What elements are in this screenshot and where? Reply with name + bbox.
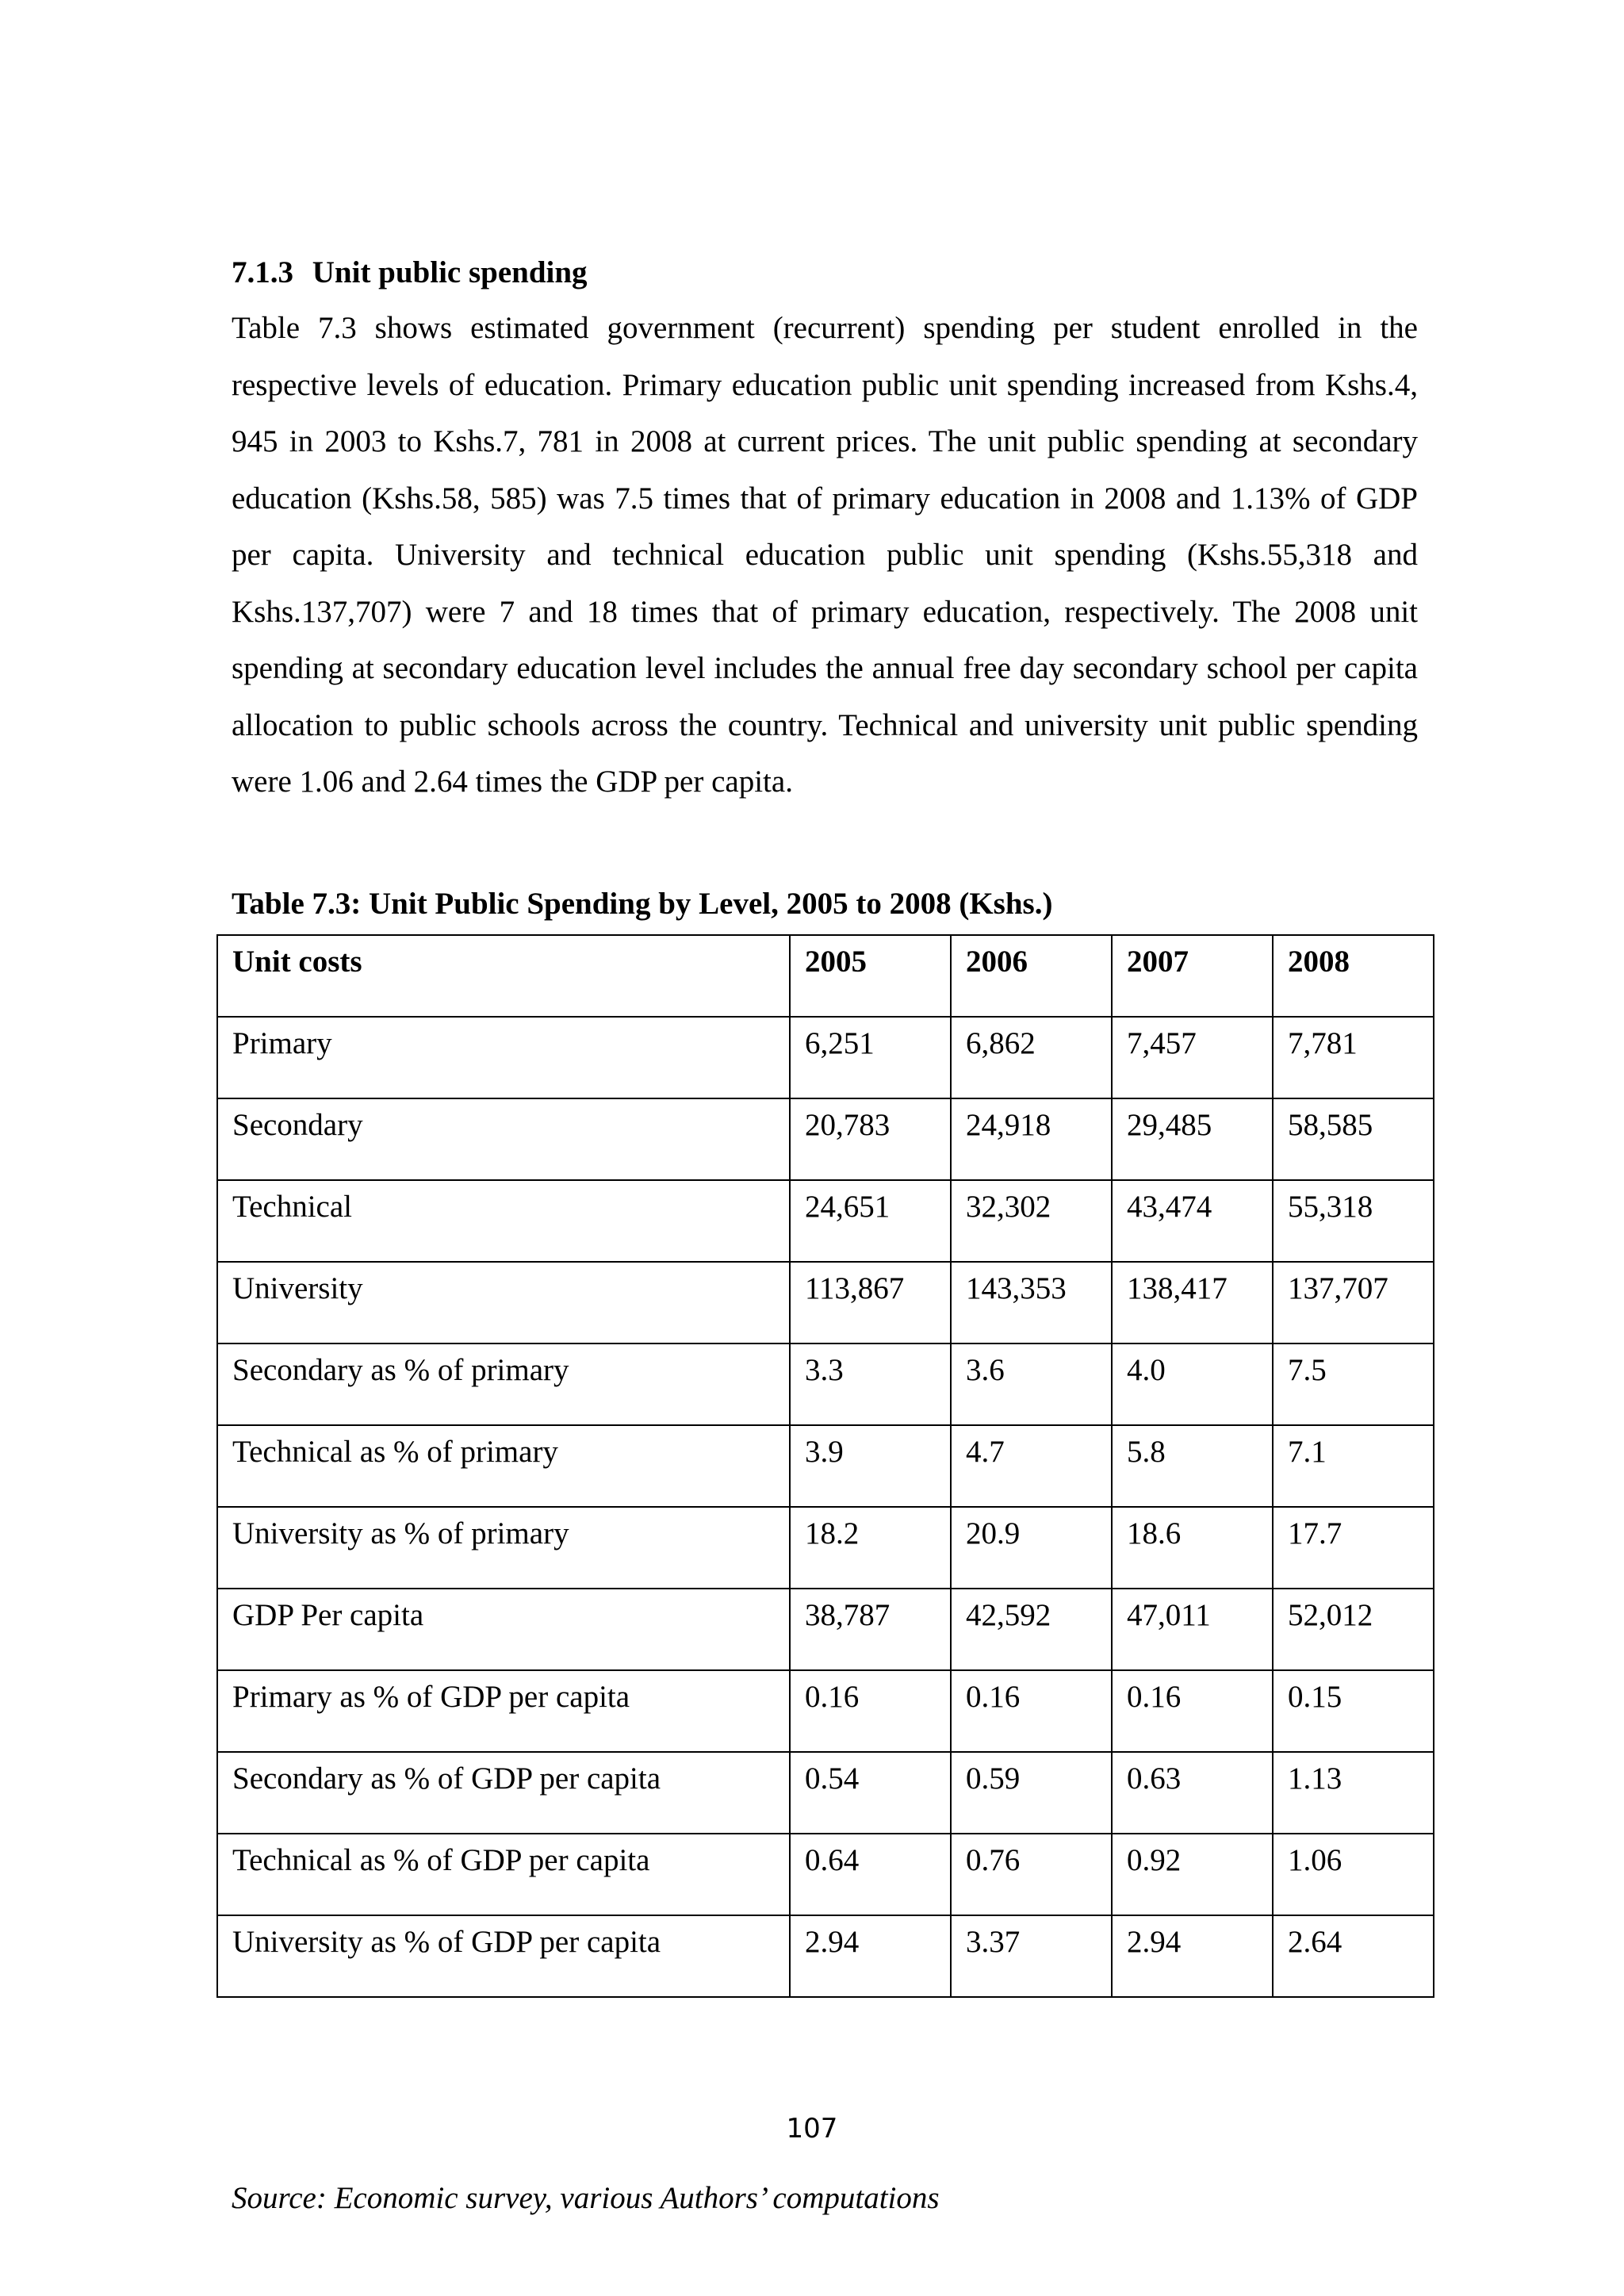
table-row bbox=[217, 1425, 1434, 1507]
cell-value: 58,585 bbox=[1273, 1098, 1434, 1180]
cell-value: 42,592 bbox=[951, 1589, 1112, 1670]
cell-value: 0.16 bbox=[951, 1670, 1112, 1752]
cell-value: 3.9 bbox=[790, 1425, 951, 1507]
cell-value: 1.13 bbox=[1273, 1752, 1434, 1834]
row-label: Primary bbox=[217, 1017, 790, 1098]
cell-value: 3.6 bbox=[951, 1343, 1112, 1425]
row-label: Technical bbox=[217, 1180, 790, 1262]
cell-value: 18.6 bbox=[1112, 1507, 1273, 1589]
header-2007: 2007 bbox=[1112, 935, 1273, 1017]
cell-value: 7.1 bbox=[1273, 1425, 1434, 1507]
cell-value: 0.15 bbox=[1273, 1670, 1434, 1752]
cell-value: 1.06 bbox=[1273, 1834, 1434, 1915]
cell-value: 0.16 bbox=[790, 1670, 951, 1752]
table-row bbox=[217, 1589, 1434, 1670]
row-label: Primary as % of GDP per capita bbox=[217, 1670, 790, 1752]
section-heading bbox=[232, 254, 1418, 292]
cell-value: 0.64 bbox=[790, 1834, 951, 1915]
cell-value: 138,417 bbox=[1112, 1262, 1273, 1343]
cell-value: 0.16 bbox=[1112, 1670, 1273, 1752]
cell-value: 0.59 bbox=[951, 1752, 1112, 1834]
table-row bbox=[217, 1670, 1434, 1752]
cell-value: 137,707 bbox=[1273, 1262, 1434, 1343]
cell-value: 24,651 bbox=[790, 1180, 951, 1262]
cell-value: 18.2 bbox=[790, 1507, 951, 1589]
table-row bbox=[217, 1834, 1434, 1915]
table-row bbox=[217, 1507, 1434, 1589]
cell-value: 52,012 bbox=[1273, 1589, 1434, 1670]
header-2005: 2005 bbox=[790, 935, 951, 1017]
cell-value: 6,862 bbox=[951, 1017, 1112, 1098]
row-label: Secondary as % of GDP per capita bbox=[217, 1752, 790, 1834]
cell-value: 0.63 bbox=[1112, 1752, 1273, 1834]
table-row bbox=[217, 1262, 1434, 1343]
cell-value: 4.7 bbox=[951, 1425, 1112, 1507]
cell-value: 7.5 bbox=[1273, 1343, 1434, 1425]
cell-value: 47,011 bbox=[1112, 1589, 1273, 1670]
table-row bbox=[217, 1098, 1434, 1180]
cell-value: 0.54 bbox=[790, 1752, 951, 1834]
cell-value: 5.8 bbox=[1112, 1425, 1273, 1507]
cell-value: 2.64 bbox=[1273, 1915, 1434, 1997]
cell-value: 113,867 bbox=[790, 1262, 951, 1343]
row-label: University as % of GDP per capita bbox=[217, 1915, 790, 1997]
row-label: University bbox=[217, 1262, 790, 1343]
cell-value: 38,787 bbox=[790, 1589, 951, 1670]
section-title: Unit public spending bbox=[312, 255, 588, 289]
cell-value: 20,783 bbox=[790, 1098, 951, 1180]
table-header-row bbox=[217, 935, 1434, 1017]
unit-spending-table bbox=[216, 934, 1434, 1998]
cell-value: 7,457 bbox=[1112, 1017, 1273, 1098]
cell-value: 0.76 bbox=[951, 1834, 1112, 1915]
cell-value: 55,318 bbox=[1273, 1180, 1434, 1262]
row-label: Secondary bbox=[217, 1098, 790, 1180]
cell-value: 43,474 bbox=[1112, 1180, 1273, 1262]
header-unit-costs: Unit costs bbox=[217, 935, 790, 1017]
row-label: Secondary as % of primary bbox=[217, 1343, 790, 1425]
page-number: 107 bbox=[786, 2113, 838, 2145]
cell-value: 2.94 bbox=[1112, 1915, 1273, 1997]
cell-value: 3.37 bbox=[951, 1915, 1112, 1997]
header-2008: 2008 bbox=[1273, 935, 1434, 1017]
cell-value: 24,918 bbox=[951, 1098, 1112, 1180]
cell-value: 20.9 bbox=[951, 1507, 1112, 1589]
table-row bbox=[217, 1343, 1434, 1425]
table-source-note: Source: Economic survey, various Authors’ computations bbox=[232, 2181, 940, 2215]
table-row bbox=[217, 1915, 1434, 1997]
body-paragraph: Table 7.3 shows estimated government (recurrent) spending per student enrolled in the respective levels of education. Primary education public unit spending increased from Kshs.4, 945 in 2003 to Kshs.7, 781 in 2008 at current prices. The unit public spending at secondary education (Kshs.58, 585) was 7.5 times that of primary education in 2008 and 1.13% of GDP per capita. University and technical education public unit spending (Kshs.55,318 and Kshs.137,707) were 7 and 18 times that of primary education, respectively. The 2008 unit spending at secondary education level includes the annual free day secondary school per capita allocation to public schools across the country. Technical and university unit public spending were 1.06 and 2.64 times the GDP per capita. bbox=[232, 311, 1418, 799]
row-label: University as % of primary bbox=[217, 1507, 790, 1589]
cell-value: 3.3 bbox=[790, 1343, 951, 1425]
table-caption: Table 7.3: Unit Public Spending by Level, 2005 to 2008 (Kshs.) bbox=[232, 887, 1053, 921]
table-row bbox=[217, 1017, 1434, 1098]
section-number: 7.1.3 bbox=[232, 255, 293, 289]
header-2006: 2006 bbox=[951, 935, 1112, 1017]
row-label: GDP Per capita bbox=[217, 1589, 790, 1670]
cell-value: 32,302 bbox=[951, 1180, 1112, 1262]
cell-value: 17.7 bbox=[1273, 1507, 1434, 1589]
row-label: Technical as % of GDP per capita bbox=[217, 1834, 790, 1915]
cell-value: 29,485 bbox=[1112, 1098, 1273, 1180]
cell-value: 143,353 bbox=[951, 1262, 1112, 1343]
cell-value: 7,781 bbox=[1273, 1017, 1434, 1098]
table-row bbox=[217, 1752, 1434, 1834]
cell-value: 6,251 bbox=[790, 1017, 951, 1098]
row-label: Technical as % of primary bbox=[217, 1425, 790, 1507]
cell-value: 0.92 bbox=[1112, 1834, 1273, 1915]
cell-value: 4.0 bbox=[1112, 1343, 1273, 1425]
table-row bbox=[217, 1180, 1434, 1262]
cell-value: 2.94 bbox=[790, 1915, 951, 1997]
